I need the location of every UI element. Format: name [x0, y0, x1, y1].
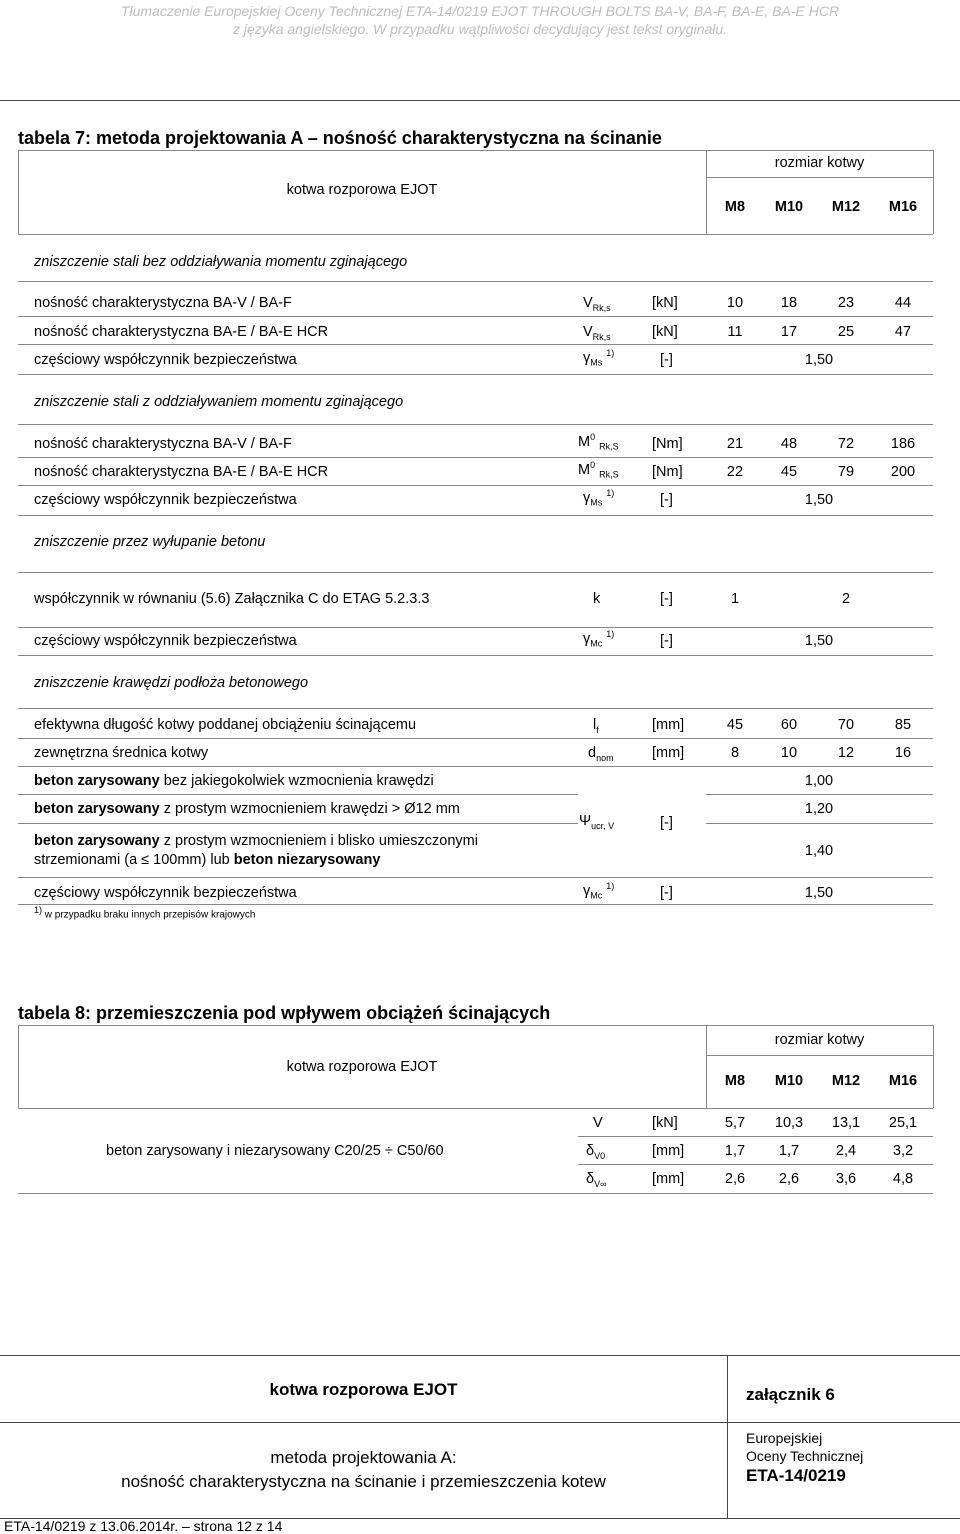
t7-sec3-r2-unit: [-] — [660, 633, 673, 649]
t7-sec4-r2-m10: 10 — [780, 745, 798, 761]
t7-sec2-r2-label: nośność charakterystyczna BA-E / BA-E HCR — [34, 464, 329, 480]
t8-r2-m8: 1,7 — [724, 1143, 746, 1159]
t7-sec4-psi-unit: [-] — [660, 815, 673, 831]
t7-sec1-r2-m16: 47 — [894, 324, 912, 340]
t7-sec1-r2-line — [18, 344, 933, 345]
t7-sec4-r5-value: 1,40 — [804, 843, 834, 859]
t7-sec4-r5-line — [18, 877, 933, 878]
t7-sec4-r4-line-left — [18, 823, 578, 824]
t8-header-right-line — [933, 1025, 934, 1108]
footer-method-line1: metoda projektowania A: — [270, 1448, 457, 1467]
footer-annex: załącznik 6 — [746, 1385, 835, 1404]
t8-r2-unit: [mm] — [652, 1143, 685, 1159]
translation-header-line2: z języka angielskiego. W przypadku wątpliwości decydujący jest tekst oryginału. — [232, 21, 728, 37]
t8-r2-m12: 2,4 — [835, 1143, 857, 1159]
t7-sec1-r2-label: nośność charakterystyczna BA-E / BA-E HCR — [34, 324, 329, 340]
t7-sec2-r2-unit: [Nm] — [652, 464, 683, 480]
t8-r3-unit: [mm] — [652, 1171, 685, 1187]
t7-sec2-r2-line — [18, 485, 933, 486]
footer-method-line2: nośność charakterystyczna na ścinanie i przemieszczenia kotew — [121, 1472, 606, 1491]
t7-sec2-r1-symbol: $M^0$ $_{Rk,S}$ — [578, 432, 619, 452]
footer-mid-line — [0, 1422, 960, 1423]
t8-r1-unit: [kN] — [652, 1115, 678, 1131]
t8-size-label: rozmiar kotwy — [774, 1032, 865, 1048]
t8-header-top-line — [18, 1025, 933, 1026]
t7-sec4-r1-label: efektywna długość kotwy poddanej obciążeniu ścinającemu — [34, 717, 417, 733]
t7-sec4-r4-value: 1,20 — [804, 801, 834, 817]
footer-eta-number: ETA-14/0219 — [746, 1466, 846, 1485]
t8-bottom-line — [18, 1193, 933, 1194]
t7-sec4-r6-unit: [-] — [660, 885, 673, 901]
t7-sec1-r1-m10: 18 — [780, 295, 798, 311]
t7-sec3-r1-symbol: k — [593, 591, 601, 607]
translation-header-line1: Tłumaczenie Europejskiej Oceny Technicznej ETA-14/0219 EJOT THROUGH BOLTS BA-V, BA-F, BA-E, BA-E HCR — [120, 3, 840, 19]
footer-vertical-line — [727, 1355, 728, 1518]
t7-sec4-r2-symbol: $d_{nom}$ — [588, 745, 614, 763]
t7-sec2-r2-m10: 45 — [780, 464, 798, 480]
t8-r2-symbol: $\delta_{V0}$ — [586, 1143, 606, 1161]
t7-sec4-r6-label: częściowy współczynnik bezpieczeństwa — [34, 885, 297, 901]
t8-size-divider-line — [706, 1055, 933, 1056]
t7-sec1-r1-m12: 23 — [837, 295, 855, 311]
t7-sec1-r1-m8: 10 — [726, 295, 744, 311]
t7-sec1-r2-m12: 25 — [837, 324, 855, 340]
t7-sec4-title: zniszczenie krawędzi podłoża betonowego — [34, 675, 309, 691]
t7-sec4-r1-symbol: $l_f$ — [593, 717, 599, 735]
t7-sec1-r2-m8: 11 — [727, 324, 743, 340]
table8-title: tabela 8: przemieszczenia pod wpływem obciążeń ścinających — [18, 1003, 551, 1023]
t7-sec4-r3-value: 1,00 — [804, 773, 834, 789]
t7-sec4-r5-label-line1: beton zarysowany z prostym wzmocnieniem i blisko umieszczonymi — [34, 833, 478, 849]
t7-sec1-r1-symbol: $V_{Rk,s}$ — [583, 295, 611, 313]
t8-size-m12: M12 — [831, 1073, 861, 1089]
t7-sec3-r1-line — [18, 627, 933, 628]
t7-sec2-r1-label: nośność charakterystyczna BA-V / BA-F — [34, 436, 292, 452]
t7-sec1-r3-value: 1,50 — [804, 352, 834, 368]
t7-sec2-r2-m12: 79 — [837, 464, 855, 480]
t7-sec2-r3-label: częściowy współczynnik bezpieczeństwa — [34, 492, 297, 508]
t7-sec4-r2-unit: [mm] — [652, 745, 685, 761]
t7-sec4-r3-line-left — [18, 794, 578, 795]
t8-r2-m10: 1,7 — [778, 1143, 800, 1159]
t7-header-right-line — [933, 150, 934, 234]
t7-sec3-title: zniszczenie przez wyłupanie betonu — [34, 534, 266, 550]
t7-size-m8: M8 — [724, 199, 746, 215]
t7-sec4-r2-m8: 8 — [730, 745, 740, 761]
t7-anchor-label: kotwa rozporowa EJOT — [286, 182, 438, 198]
t7-sec4-r3-label: beton zarysowany bez jakiegokolwiek wzmocnienia krawędzi — [34, 773, 434, 789]
t7-size-m10: M10 — [774, 199, 804, 215]
footer-org-line2: Oceny Technicznej — [746, 1448, 864, 1464]
t8-r1-m16: 25,1 — [888, 1115, 918, 1131]
t7-sec4-r1-m16: 85 — [894, 717, 912, 733]
t7-sec4-r5-label-line2: strzemionami (a ≤ 100mm) lub beton niezarysowany — [34, 852, 381, 868]
footer-anchor-name: kotwa rozporowa EJOT — [269, 1380, 458, 1399]
t8-r2-line — [578, 1164, 933, 1165]
t7-sec3-r2-label: częściowy współczynnik bezpieczeństwa — [34, 633, 297, 649]
t7-sec1-r1-unit: [kN] — [652, 295, 678, 311]
t7-sec3-line — [18, 572, 933, 573]
t8-r3-m8: 2,6 — [724, 1171, 746, 1187]
t7-sec4-r6-symbol: $\gamma_{Mc}$ $^{1)}$ — [583, 881, 615, 901]
t7-sec4-psi-symbol: $\Psi_{ucr, V}$ — [579, 813, 615, 831]
t8-size-m8: M8 — [724, 1073, 746, 1089]
t8-size-m16: M16 — [888, 1073, 918, 1089]
t7-size-label: rozmiar kotwy — [774, 155, 865, 171]
t7-header-bottom-line — [18, 234, 933, 235]
t7-sec4-r2-m16: 16 — [894, 745, 912, 761]
t7-sec3-r1-v2: 2 — [841, 591, 851, 607]
t7-sec4-r4-label: beton zarysowany z prostym wzmocnieniem krawędzi > Ø12 mm — [34, 801, 460, 817]
t7-sec1-r3-symbol: $\gamma_{Ms}$ $^{1)}$ — [583, 348, 615, 368]
t7-sec3-r1-v1: 1 — [730, 591, 740, 607]
t7-sec2-line — [18, 424, 933, 425]
t7-sec2-r2-symbol: $M^0$ $_{Rk,S}$ — [578, 460, 619, 480]
footer-top-line — [0, 1355, 960, 1356]
t7-sec4-line — [18, 708, 933, 709]
t7-header-top-line — [18, 150, 933, 151]
t7-sec2-r2-m8: 22 — [726, 464, 744, 480]
t8-r3-m12: 3,6 — [835, 1171, 857, 1187]
t7-sec1-title: zniszczenie stali bez oddziaływania momentu zginającego — [34, 254, 408, 270]
t7-sec1-r2-unit: [kN] — [652, 324, 678, 340]
t7-sec2-r1-unit: [Nm] — [652, 436, 683, 452]
t8-row-label: beton zarysowany i niezarysowany C20/25 ÷ C50/60 — [106, 1143, 444, 1159]
t7-size-m12: M12 — [831, 199, 861, 215]
t7-sec3-r1-unit: [-] — [660, 591, 673, 607]
t7-sec2-r3-line — [18, 515, 933, 516]
t7-sec2-r3-unit: [-] — [660, 492, 673, 508]
t7-sec2-r3-symbol: $\gamma_{Ms}$ $^{1)}$ — [583, 488, 615, 508]
t8-size-m10: M10 — [774, 1073, 804, 1089]
t7-sec2-title: zniszczenie stali z oddziaływaniem momentu zginającego — [34, 394, 404, 410]
t7-size-m16: M16 — [888, 199, 918, 215]
table7-title: tabela 7: metoda projektowania A – nośność charakterystyczna na ścinanie — [18, 128, 662, 148]
t7-sec1-r3-line — [18, 374, 933, 375]
t8-r1-m12: 13,1 — [831, 1115, 861, 1131]
t7-sec3-r2-value: 1,50 — [804, 633, 834, 649]
t7-sec1-r3-unit: [-] — [660, 352, 673, 368]
t7-sec4-r2-line — [18, 766, 933, 767]
t7-size-divider-line — [706, 177, 933, 178]
t7-sec2-r2-m16: 200 — [890, 464, 916, 480]
t7-sec2-r3-value: 1,50 — [804, 492, 834, 508]
t7-sec4-r6-value: 1,50 — [804, 885, 834, 901]
t8-r1-line — [578, 1136, 933, 1137]
t7-sec1-r2-m10: 17 — [780, 324, 798, 340]
t7-sec1-r1-label: nośność charakterystyczna BA-V / BA-F — [34, 295, 292, 311]
footer-page-info: ETA-14/0219 z 13.06.2014r. – strona 12 z 14 — [4, 1518, 283, 1534]
t7-sec4-r1-m8: 45 — [726, 717, 744, 733]
t8-header-bottom-line — [18, 1108, 933, 1109]
t7-footnote: $^{1)}$ w przypadku braku innych przepisów krajowych — [34, 905, 256, 921]
t7-sec4-r1-line — [18, 738, 933, 739]
t7-sec3-r2-symbol: $\gamma_{Mc}$ $^{1)}$ — [583, 629, 615, 649]
t7-sec2-r1-m8: 21 — [726, 436, 744, 452]
footer-org-line1: Europejskiej — [746, 1430, 823, 1446]
t7-sec1-r2-symbol: $V_{Rk,s}$ — [583, 324, 611, 342]
t7-sec1-r1-m16: 44 — [894, 295, 912, 311]
t8-r2-m16: 3,2 — [892, 1143, 914, 1159]
t8-r3-m10: 2,6 — [778, 1171, 800, 1187]
t7-sec4-r1-m10: 60 — [780, 717, 798, 733]
t7-sec3-r1-label: współczynnik w równaniu (5.6) Załącznika C do ETAG 5.2.3.3 — [34, 591, 430, 607]
t7-sec3-r2-line — [18, 655, 933, 656]
t7-sec4-r2-label: zewnętrzna średnica kotwy — [34, 745, 209, 761]
t7-sec4-r2-m12: 12 — [837, 745, 855, 761]
t8-r1-m8: 5,7 — [724, 1115, 746, 1131]
t7-sec4-r3-line-right — [706, 794, 933, 795]
t7-sec2-r1-m10: 48 — [780, 436, 798, 452]
t7-sec4-r1-unit: [mm] — [652, 717, 685, 733]
frame-top-line — [0, 100, 960, 101]
t7-sec1-line — [18, 281, 933, 282]
t7-sec1-r3-label: częściowy współczynnik bezpieczeństwa — [34, 352, 297, 368]
t7-sec4-r4-line-right — [706, 823, 933, 824]
t7-sec2-r1-m16: 186 — [890, 436, 916, 452]
t7-sec2-r1-m12: 72 — [837, 436, 855, 452]
t8-r1-symbol: V — [593, 1115, 603, 1131]
t7-sec2-r1-line — [18, 457, 933, 458]
t8-r3-m16: 4,8 — [892, 1171, 914, 1187]
t7-sec4-r1-m12: 70 — [837, 717, 855, 733]
t8-r3-symbol: $\delta_{V\infty}$ — [586, 1171, 607, 1189]
t8-r1-m10: 10,3 — [774, 1115, 804, 1131]
t7-sec1-r1-line — [18, 316, 933, 317]
t8-anchor-label: kotwa rozporowa EJOT — [286, 1059, 438, 1075]
